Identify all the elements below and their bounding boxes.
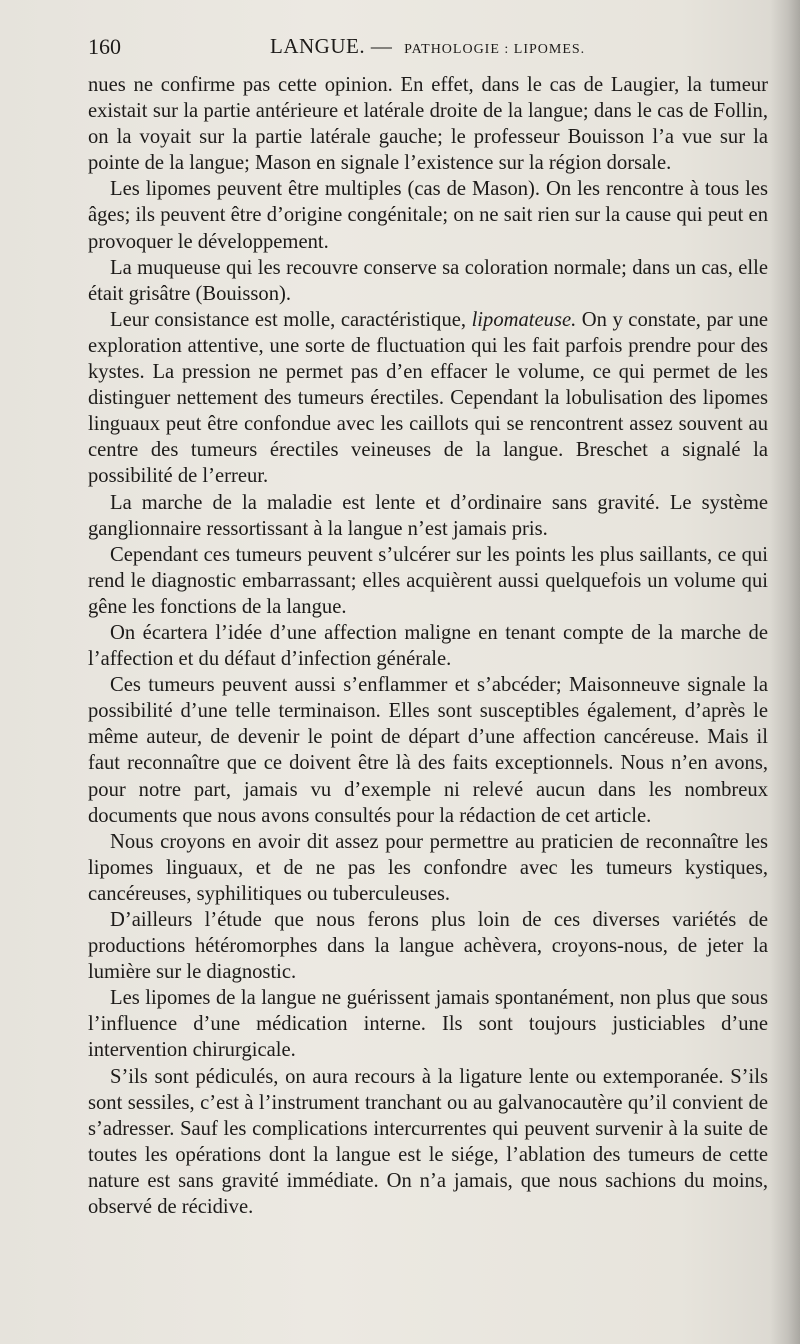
paragraph-9: Nous croyons en avoir dit assez pour permettre au praticien de reconnaître les lipomes linguaux, et de ne pas les confondre avec les tumeurs kystiques, cancéreuses, syphilitiques ou tuberculeuses. (88, 830, 768, 905)
paragraph-7: On écartera l’idée d’une affection maligne en tenant compte de la marche de l’affection et du défaut d’infection générale. (88, 621, 768, 671)
paragraph-11: Les lipomes de la langue ne guérissent jamais spontanément, non plus que sous l’influence d’une médication interne. Ils sont toujours justiciables d’une intervention chirurgicale. (88, 987, 768, 1062)
paragraph-12: S’ils sont pédiculés, on aura recours à la ligature lente ou extemporanée. S’ils sont sessiles, c’est à l’instrument tranchant ou au galvanocautère qu’il convient de s’adresser. Sauf les complications intercurrentes qui peuvent survenir à la suite de toutes les opérations dont la langue est le siége, l’ablation des tumeurs de cette nature est sans gravité immédiate. On n’a jamais, que nous sachions du moins, observé de récidive. (88, 1065, 768, 1219)
body-text (88, 72, 768, 1220)
paragraph-5: La marche de la maladie est lente et d’ordinaire sans gravité. Le système ganglionnaire ressortissant à la langue n’est jamais pris. (88, 491, 768, 540)
page-number: 160 (88, 34, 121, 59)
paragraph-4: Leur consistance est molle, caractéristique, lipomateuse. On y constate, par une exploration attentive, une sorte de fluctuation qui les fait parfois prendre pour des kystes. La pression ne permet pas d’en effacer le volume, ce qui permet de les distinguer nettement des tumeurs érectiles. Cependant la lobulisation des lipomes linguaux peut être confondue avec les caillots qui se rencontrent assez souvent au centre des tumeurs érectiles veineuses de la langue. Breschet a signalé la possibilité de l’erreur. (88, 308, 769, 488)
running-head (270, 34, 585, 59)
running-head-title: LANGUE. — (270, 34, 393, 58)
page-header (88, 30, 768, 64)
paragraph-8: Ces tumeurs peuvent aussi s’enflammer et s’abcéder; Maisonneuve signale la possibilité d’une telle terminaison. Elles sont susceptibles également, d’après le même auteur, de devenir le point de départ d’une affection cancéreuse. Mais il faut reconnaître que ce doivent être là des faits exceptionnels. Nous n’en avons, pour notre part, jamais vu d’exemple ni relevé aucun dans les nombreux documents que nous avons consultés pour la rédaction de cet article. (88, 674, 768, 827)
paragraph-10: D’ailleurs l’étude que nous ferons plus loin de ces diverses variétés de productions hétéromorphes dans la langue achèvera, croyons-nous, de jeter la lumière sur le diagnostic. (88, 909, 768, 984)
page-edge-shadow (770, 0, 800, 1344)
paragraph-6: Cependant ces tumeurs peuvent s’ulcérer sur les points les plus saillants, ce qui rend le diagnostic embarrassant; elles acquièrent aussi quelquefois un volume qui gêne les fonctions de la langue. (88, 543, 768, 618)
paragraph-1: nues ne confirme pas cette opinion. En effet, dans le cas de Laugier, la tumeur existait sur la partie antérieure et latérale droite de la langue; dans le cas de Follin, on la voyait sur la partie latérale gauche; le professeur Bouisson l’a vue sur la pointe de la langue; Mason en signale l’existence sur la région dorsale. (88, 74, 768, 175)
paragraph-2: Les lipomes peuvent être multiples (cas de Mason). On les rencontre à tous les âges; ils peuvent être d’origine congénitale; on ne sait rien sur la cause qui peut en provoquer le développement. (88, 178, 768, 253)
paragraph-3: La muqueuse qui les recouvre conserve sa coloration normale; dans un cas, elle était grisâtre (Bouisson). (88, 256, 768, 305)
italic-term: lipomateuse. (471, 308, 577, 331)
running-head-subtitle: PATHOLOGIE : LIPOMES. (404, 42, 586, 57)
